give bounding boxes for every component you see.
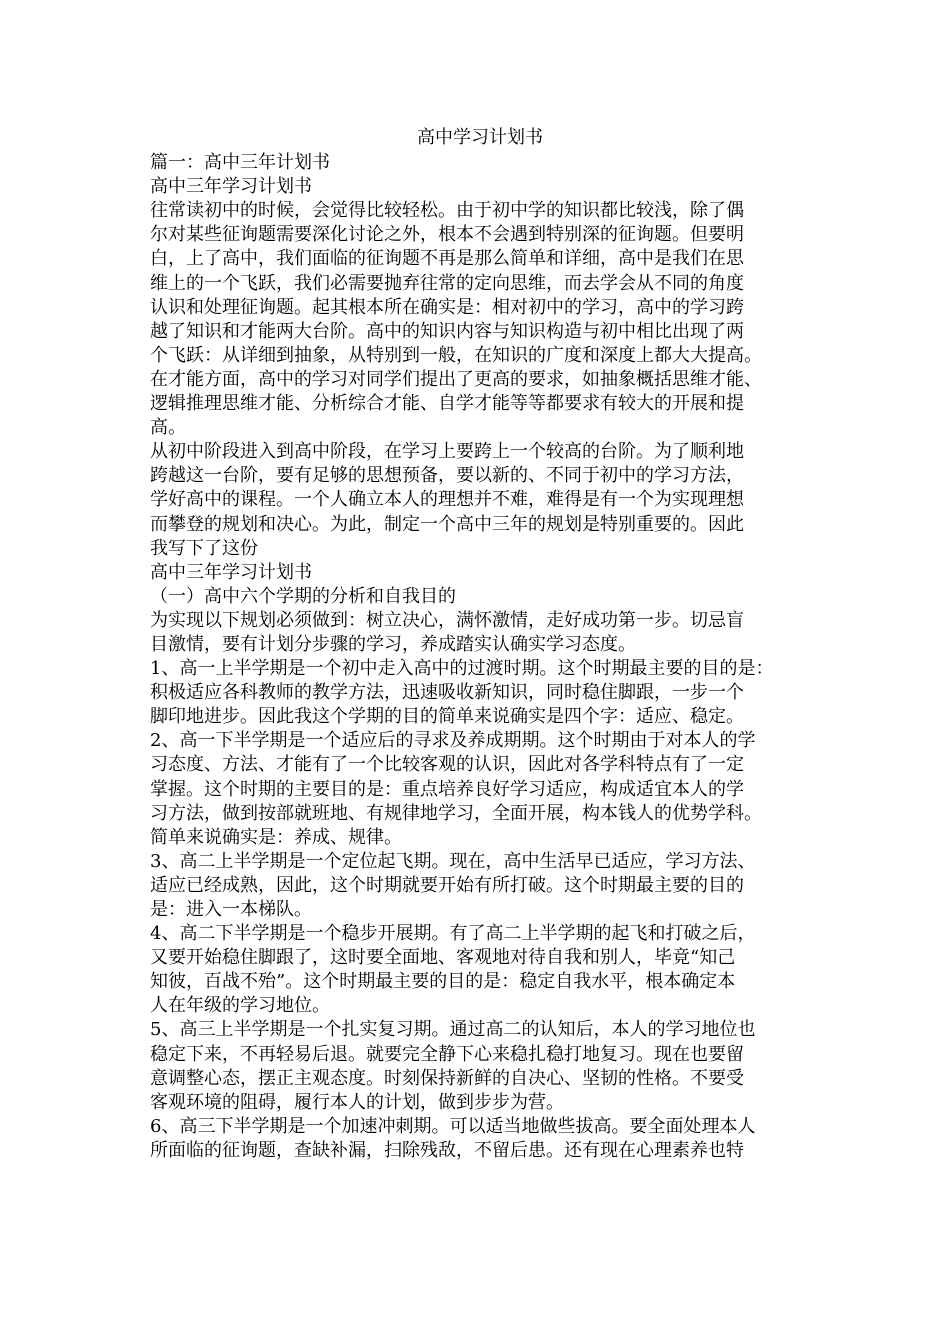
text-line: 习态度、方法、才能有了一个比较客观的认识，因此对各学科特点有了一定 bbox=[150, 754, 744, 776]
text-line: 高。 bbox=[150, 417, 186, 439]
list-item-2 bbox=[150, 729, 810, 849]
text-line: 6、高三下半学期是一个加速冲刺期。可以适当地做些拔高。要全面处理本人 bbox=[150, 1115, 756, 1137]
text-line: 又要开始稳住脚跟了，这时要全面地、客观地对待自我和别人，毕竟“知己 bbox=[150, 947, 736, 969]
text-line: 越了知识和才能两大台阶。高中的知识内容与知识构造与初中相比出现了两 bbox=[150, 320, 744, 342]
text-line: 白，上了高中，我们面临的征询题不再是那么简单和详细，高中是我们在思 bbox=[150, 248, 744, 270]
list-item-1 bbox=[150, 657, 810, 729]
text-line: 目激情，要有计划分步骤的学习，养成踏实认确实学习态度。 bbox=[150, 633, 636, 655]
subheading: （一）高中六个学期的分析和自我目的 bbox=[150, 585, 456, 607]
text-line: 逻辑推理思维才能、分析综合才能、自学才能等等都要求有较大的开展和提 bbox=[150, 393, 744, 415]
text-line: 跨越这一台阶，要有足够的思想预备，要以新的、不同于初中的学习方法， bbox=[150, 465, 744, 487]
text-line: 认识和处理征询题。起其根本所在确实是：相对初中的学习，高中的学习跨 bbox=[150, 296, 744, 318]
list-item-6 bbox=[150, 1115, 810, 1163]
text-line: 学好高中的课程。一个人确立本人的理想并不难，难得是有一个为实现理想 bbox=[150, 489, 744, 511]
list-item-5 bbox=[150, 1018, 810, 1114]
text-line: 维上的一个飞跃，我们必需要抛弃往常的定向思维，而去学会从不同的角度 bbox=[150, 272, 744, 294]
paragraph-requirements bbox=[150, 609, 810, 657]
paragraph-transition bbox=[150, 440, 810, 560]
section-heading: 篇一：高中三年计划书 bbox=[150, 152, 330, 174]
text-line: 积极适应各科教师的教学方法，迅速吸收新知识，同时稳住脚跟，一步一个 bbox=[150, 682, 744, 704]
text-line: 我写下了这份 bbox=[150, 537, 258, 559]
text-line: 5、高三上半学期是一个扎实复习期。通过高二的认知后，本人的学习地位也 bbox=[150, 1019, 756, 1041]
text-line: 简单来说确实是：养成、规律。 bbox=[150, 826, 402, 848]
text-line: 3、高二上半学期是一个定位起飞期。现在，高中生活早已适应，学习方法、 bbox=[150, 850, 756, 872]
list-item-4 bbox=[150, 922, 810, 1018]
list-item-3 bbox=[150, 850, 810, 922]
text-line: 从初中阶段进入到高中阶段，在学习上要跨上一个较高的台阶。为了顺利地 bbox=[150, 441, 744, 463]
text-line: 是：进入一本梯队。 bbox=[150, 899, 312, 920]
text-line: 习方法，做到按部就班地、有规律地学习，全面开展，构本钱人的优势学科。 bbox=[150, 802, 762, 824]
text-line: 脚印地进步。因此我这个学期的目的简单来说确实是四个字：适应、稳定。 bbox=[150, 706, 744, 728]
subheading: 高中三年学习计划书 bbox=[150, 176, 312, 198]
text-line: 所面临的征询题，查缺补漏，扫除残敌，不留后患。还有现在心理素养也特 bbox=[150, 1139, 744, 1161]
text-line: 1、高一上半学期是一个初中走入高中的过渡时期。这个时期最主要的目的是： bbox=[150, 658, 774, 680]
text-line: 适应已经成熟，因此，这个时期就要开始有所打破。这个时期最主要的目的 bbox=[150, 874, 744, 896]
document-title: 高中学习计划书 bbox=[417, 127, 543, 148]
text-line: 尔对某些征询题需要深化讨论之外，根本不会遇到特别深的征询题。但要明 bbox=[150, 224, 744, 246]
text-line: 掌握。这个时期的主要目的是：重点培养良好学习适应，构成适宜本人的学 bbox=[150, 778, 744, 800]
text-line: 个飞跃：从详细到抽象，从特别到一般，在知识的广度和深度上都大大提高。 bbox=[150, 344, 762, 366]
document-page bbox=[150, 122, 810, 1163]
text-line: 2、高一下半学期是一个适应后的寻求及养成期期。这个时期由于对本人的学 bbox=[150, 730, 756, 752]
text-line: 为实现以下规划必须做到：树立决心，满怀激情，走好成功第一步。切忌盲 bbox=[150, 609, 744, 631]
text-line: 客观环境的阻碍，履行本人的计划，做到步步为营。 bbox=[150, 1091, 564, 1113]
text-line: 意调整心态，摆正主观态度。时刻保持新鲜的自决心、坚韧的性格。不要受 bbox=[150, 1067, 744, 1089]
text-line: 而攀登的规划和决心。为此，制定一个高中三年的规划是特别重要的。因此 bbox=[150, 513, 744, 535]
text-line: 在才能方面，高中的学习对同学们提出了更高的要求，如抽象概括思维才能、 bbox=[150, 368, 762, 390]
paragraph-intro bbox=[150, 199, 810, 440]
text-line: 知彼，百战不殆”。这个时期最主要的目的是：稳定自我水平，根本确定本 bbox=[150, 971, 736, 993]
subheading: 高中三年学习计划书 bbox=[150, 561, 312, 583]
text-line: 人在年级的学习地位。 bbox=[150, 995, 330, 1017]
text-line: 往常读初中的时候，会觉得比较轻松。由于初中学的知识都比较浅，除了偶 bbox=[150, 200, 744, 222]
text-line: 稳定下来，不再轻易后退。就要完全静下心来稳扎稳打地复习。现在也要留 bbox=[150, 1043, 744, 1065]
text-line: 4、高二下半学期是一个稳步开展期。有了高二上半学期的起飞和打破之后， bbox=[150, 923, 756, 945]
